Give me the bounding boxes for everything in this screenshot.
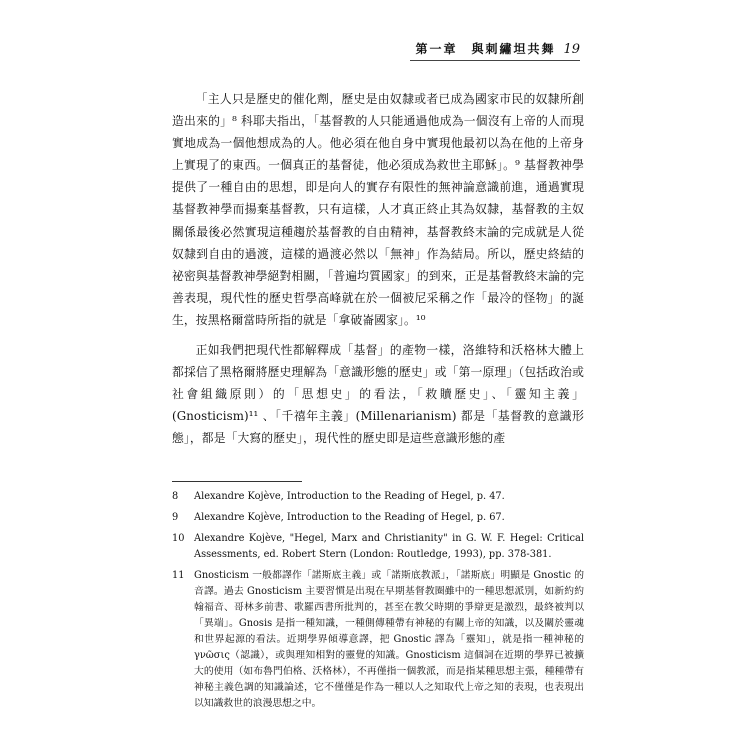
footnote-text: Gnosticism 一般都譯作「諾斯底主義」或「諾斯底教派」，「諾斯底」明顯是 Gnostic 的音譯。過去 Gnosticism 主要習慣是出現在早期基督教圈雖中的一種思想派別，如新約約翰福音、哥林多前書、歌羅西書所批判的，甚至在教父時期的爭辯更是激烈，最終被判以「異端」。Gnosis 是指一種知識，一種側傳種帶有神秘的有關上帝的知識，以及關於靈魂和世界起源的看法。近期學界傾導意譯，把 Gnostic 譯為「靈知」，就是指一種神秘的 γνῶσις（認識），或與理知相對的靈覺的知識。Gnosticism 這個詞在近期的學界已被擴大的使用（如布魯門伯格、沃格林），不再僅指一個教派，而是指某種思想主張，種種帶有神秘主義色調的知識論述，它不僅僅是作為一種以人之知取代上帝之知的表現，也表現出以知識救世的浪漫思想之中。: [194, 570, 584, 709]
footnote-text: Alexandre Kojève, Introduction to the Reading of Hegel, p. 67.: [194, 512, 505, 523]
footnote-number: 8: [172, 491, 179, 502]
footnote: [172, 531, 584, 563]
footnote-divider: [172, 481, 302, 482]
footnote: [172, 568, 584, 712]
chapter-title: 第一章 與刺繡坦共舞: [415, 42, 556, 56]
paragraph: 正如我們把現代性都解釋成「基督」的產物一樣，洛維特和沃格林大體上都採信了黑格爾將歷史理解為「意識形態的歷史」或「第一原理」（包括政治或社會組織原則）的「思想史」的看法，「救贖歷史」、「靈知主義」(Gnosticism)¹¹ 、「千禧年主義」(Millenarianism) 都是「基督教的意識形態」，都是「大寫的歷史」，現代性的歷史即是這些意識形態的產: [172, 343, 584, 446]
footnote-number: 9: [172, 512, 179, 523]
main-text: [172, 88, 584, 458]
running-header: [410, 40, 580, 61]
footnotes: [172, 489, 584, 717]
page-number: 19: [563, 42, 580, 57]
footnote-number: 10: [172, 533, 185, 544]
paragraph: 「主人只是歷史的催化劑，歷史是由奴隸或者已成為國家市民的奴隸所創造出來的」⁸ 科耶夫指出，「基督教的人只能通過他成為一個沒有上帝的人而現實地成為一個他想成為的人。他必須在他自身中實現他最初以為在他的上帝身上實現了的東西。一個真正的基督徒，他必須成為救世主耶穌」。⁹ 基督教神學提供了一種自由的思想，即是向人的實存有限性的無神論意識前進，通過實現基督教神學而揚棄基督教，只有這樣，人才真正終止其為奴隸，基督教的主奴關係最後必然實現這種趨於基督教的自由精神，基督教終末論的完成就是人從奴隸到自由的過渡，這樣的過渡必然以「無神」作為結局。所以，歷史終結的祕密與基督教神學絕對相關，「普遍均質國家」的到來，正是基督教終末論的完善表現，現代性的歷史哲學高峰就在於一個被尼采稱之作「最冷的怪物」的誕生，按黑格爾當時所指的就是「拿破崙國家」。¹⁰: [172, 92, 584, 327]
footnote-text: Alexandre Kojève, "Hegel, Marx and Christianity" in G. W. F. Hegel: Critical Assessments, ed. Robert Stern (London: Routledge, 1993), pp. 378-381.: [194, 533, 584, 560]
footnote-number: 11: [172, 570, 185, 581]
footnote: [172, 489, 584, 505]
footnote-text: Alexandre Kojève, Introduction to the Reading of Hegel, p. 47.: [194, 491, 505, 502]
footnote: [172, 510, 584, 526]
